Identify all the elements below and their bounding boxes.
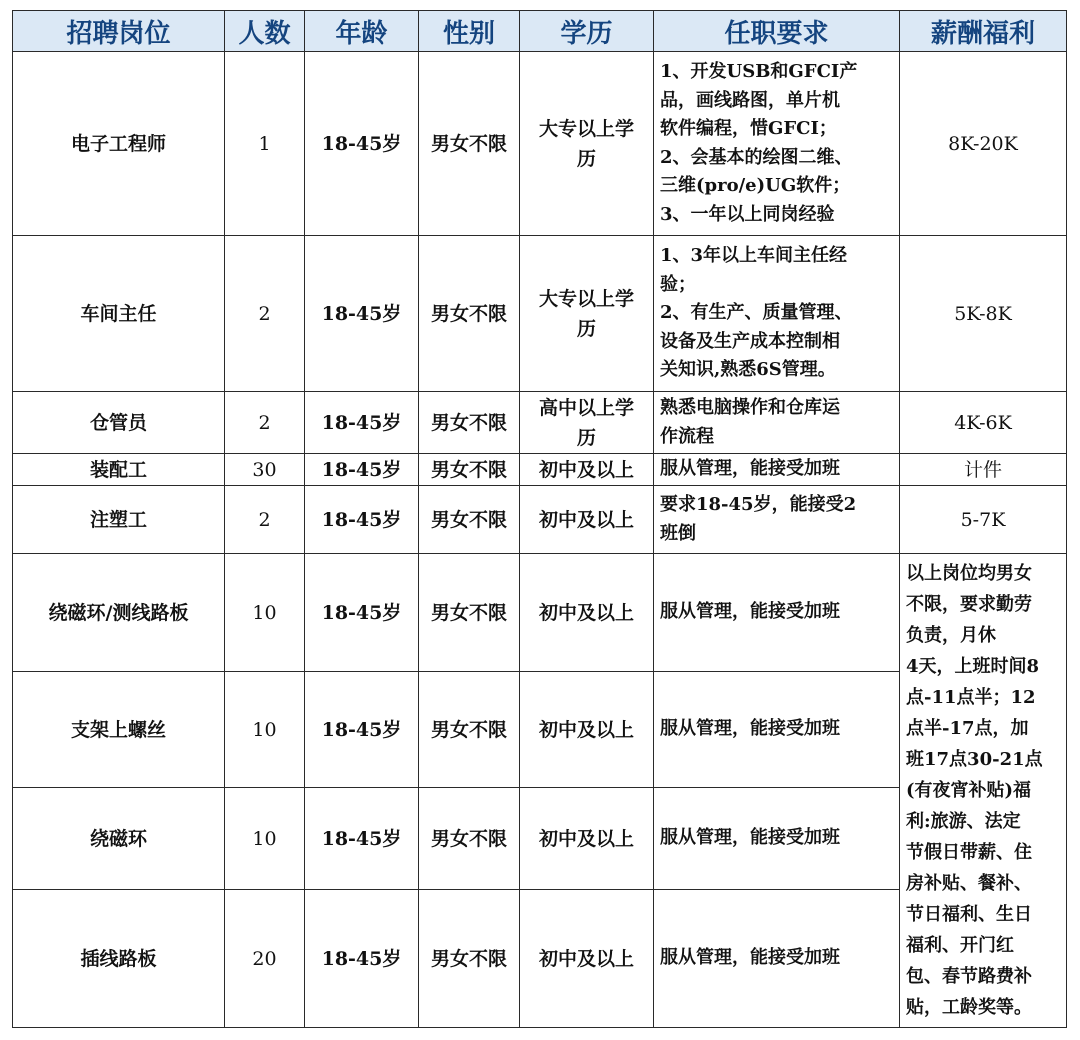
salary-cell: 8K-20K [900,52,1067,236]
requirements-cell-line: 品，画线路图，单片机 [660,89,840,111]
requirements-cell-line: 2、会基本的绘图二维、 [660,146,853,168]
requirements-cell-line: 服从管理，能接受加班 [660,947,840,969]
position-cell: 装配工 [13,454,225,486]
shared-benefits-cell-line: 节日福利、生日 [906,904,1032,925]
shared-benefits-cell-line: 包、春节路费补 [906,966,1032,987]
requirements-cell-line: 服从管理，能接受加班 [660,601,840,623]
education-cell [520,392,654,454]
education-cell [520,554,654,672]
education-cell-line: 历 [576,317,596,340]
age-cell: 18-45岁 [305,554,419,672]
count-cell: 30 [225,454,305,486]
shared-benefits-cell-line: 负责，月休 [906,625,996,646]
shared-benefits-cell-line: 房补贴、餐补、 [906,873,1032,894]
position-cell: 绕磁环/测线路板 [13,554,225,672]
shared-benefits-cell-line: 福利、开门红 [906,935,1014,956]
education-cell-line: 高中以上学 [538,396,634,419]
salary-cell: 5K-8K [900,236,1067,392]
education-cell-line: 初中及以上 [538,947,634,970]
position-cell: 支架上螺丝 [13,672,225,788]
salary-cell: 计件 [900,454,1067,486]
requirements-cell [654,52,900,236]
gender-cell: 男女不限 [419,486,520,554]
count-cell: 2 [225,486,305,554]
education-cell-line: 初中及以上 [538,718,634,741]
count-cell: 10 [225,672,305,788]
requirements-cell-line: 班倒 [660,522,696,544]
requirements-cell [654,554,900,672]
shared-benefits-cell-line: 不限，要求勤劳 [906,594,1032,615]
table-row [13,554,1067,672]
shared-benefits-cell-line: 4天，上班时间8 [906,656,1040,677]
education-cell-line: 初中及以上 [538,458,634,481]
education-cell [520,454,654,486]
shared-benefits-cell-line: 节假日带薪、住 [906,842,1032,863]
table-row [13,236,1067,392]
gender-cell: 男女不限 [419,672,520,788]
requirements-cell [654,486,900,554]
requirements-cell-line: 要求18-45岁，能接受2 [660,494,857,515]
requirements-cell [654,890,900,1028]
requirements-cell [654,392,900,454]
requirements-cell [654,788,900,890]
gender-cell: 男女不限 [419,454,520,486]
education-cell-line: 大专以上学 [538,287,634,310]
header-gender: 性别 [419,11,520,52]
requirements-cell-line: 3、一年以上同岗经验 [660,203,835,225]
requirements-cell-line: 验； [660,273,696,295]
count-cell: 1 [225,52,305,236]
position-cell: 注塑工 [13,486,225,554]
education-cell-line: 初中及以上 [538,601,634,624]
age-cell: 18-45岁 [305,486,419,554]
count-cell: 10 [225,788,305,890]
count-cell: 20 [225,890,305,1028]
gender-cell: 男女不限 [419,788,520,890]
requirements-cell-line: 服从管理，能接受加班 [660,458,840,480]
requirements-cell-line: 三维(pro/e)UG软件； [660,175,851,196]
requirements-cell-line: 熟悉电脑操作和仓库运 [660,397,840,418]
requirements-cell-line: 1、开发USB和GFCI产 [660,61,858,82]
gender-cell: 男女不限 [419,52,520,236]
age-cell: 18-45岁 [305,52,419,236]
table-row [13,392,1067,454]
age-cell: 18-45岁 [305,672,419,788]
age-cell: 18-45岁 [305,890,419,1028]
gender-cell: 男女不限 [419,554,520,672]
position-cell: 车间主任 [13,236,225,392]
shared-benefits-cell-line: 点半-17点，加 [906,718,1029,739]
header-education: 学历 [520,11,654,52]
position-cell: 电子工程师 [13,52,225,236]
requirements-cell [654,454,900,486]
shared-benefits-cell-line: 点-11点半；12 [906,687,1036,708]
recruitment-table [12,10,1067,1028]
requirements-cell-line: 作流程 [660,425,714,447]
header-salary: 薪酬福利 [900,11,1067,52]
salary-cell: 5-7K [900,486,1067,554]
table-row [13,52,1067,236]
shared-benefits-cell-line: (有夜宵补贴)福 [906,780,1032,801]
position-cell: 仓管员 [13,392,225,454]
age-cell: 18-45岁 [305,454,419,486]
requirements-cell [654,236,900,392]
header-requirements: 任职要求 [654,11,900,52]
requirements-cell-line: 软件编程，惜GFCI； [660,118,837,139]
shared-benefits-cell [900,554,1067,1028]
header-count: 人数 [225,11,305,52]
requirements-cell-line: 关知识,熟悉6S管理。 [660,359,836,381]
header-age: 年龄 [305,11,419,52]
count-cell: 2 [225,392,305,454]
count-cell: 10 [225,554,305,672]
gender-cell: 男女不限 [419,890,520,1028]
gender-cell: 男女不限 [419,236,520,392]
header-position: 招聘岗位 [13,11,225,52]
salary-cell: 4K-6K [900,392,1067,454]
education-cell [520,52,654,236]
education-cell-line: 初中及以上 [538,508,634,531]
age-cell: 18-45岁 [305,788,419,890]
education-cell [520,788,654,890]
requirements-cell-line: 设备及生产成本控制相 [660,330,840,352]
education-cell [520,672,654,788]
education-cell-line: 初中及以上 [538,827,634,850]
table-row [13,486,1067,554]
position-cell: 绕磁环 [13,788,225,890]
gender-cell: 男女不限 [419,392,520,454]
age-cell: 18-45岁 [305,236,419,392]
requirements-cell [654,672,900,788]
education-cell [520,890,654,1028]
shared-benefits-cell-line: 以上岗位均男女 [906,563,1032,584]
requirements-cell-line: 1、3年以上车间主任经 [660,245,848,267]
shared-benefits-cell-line: 贴，工龄奖等。 [906,997,1032,1018]
education-cell [520,486,654,554]
education-cell-line: 历 [576,147,596,170]
header-row [13,11,1067,52]
requirements-cell-line: 服从管理，能接受加班 [660,827,840,849]
position-cell: 插线路板 [13,890,225,1028]
requirements-cell-line: 服从管理，能接受加班 [660,718,840,740]
requirements-cell-line: 2、有生产、质量管理、 [660,302,853,324]
age-cell: 18-45岁 [305,392,419,454]
shared-benefits-cell-line: 利:旅游、法定 [906,811,1021,832]
shared-benefits-cell-line: 班17点30-21点 [906,749,1043,770]
education-cell-line: 大专以上学 [538,117,634,140]
table-row [13,454,1067,486]
education-cell-line: 历 [576,426,596,449]
count-cell: 2 [225,236,305,392]
education-cell [520,236,654,392]
